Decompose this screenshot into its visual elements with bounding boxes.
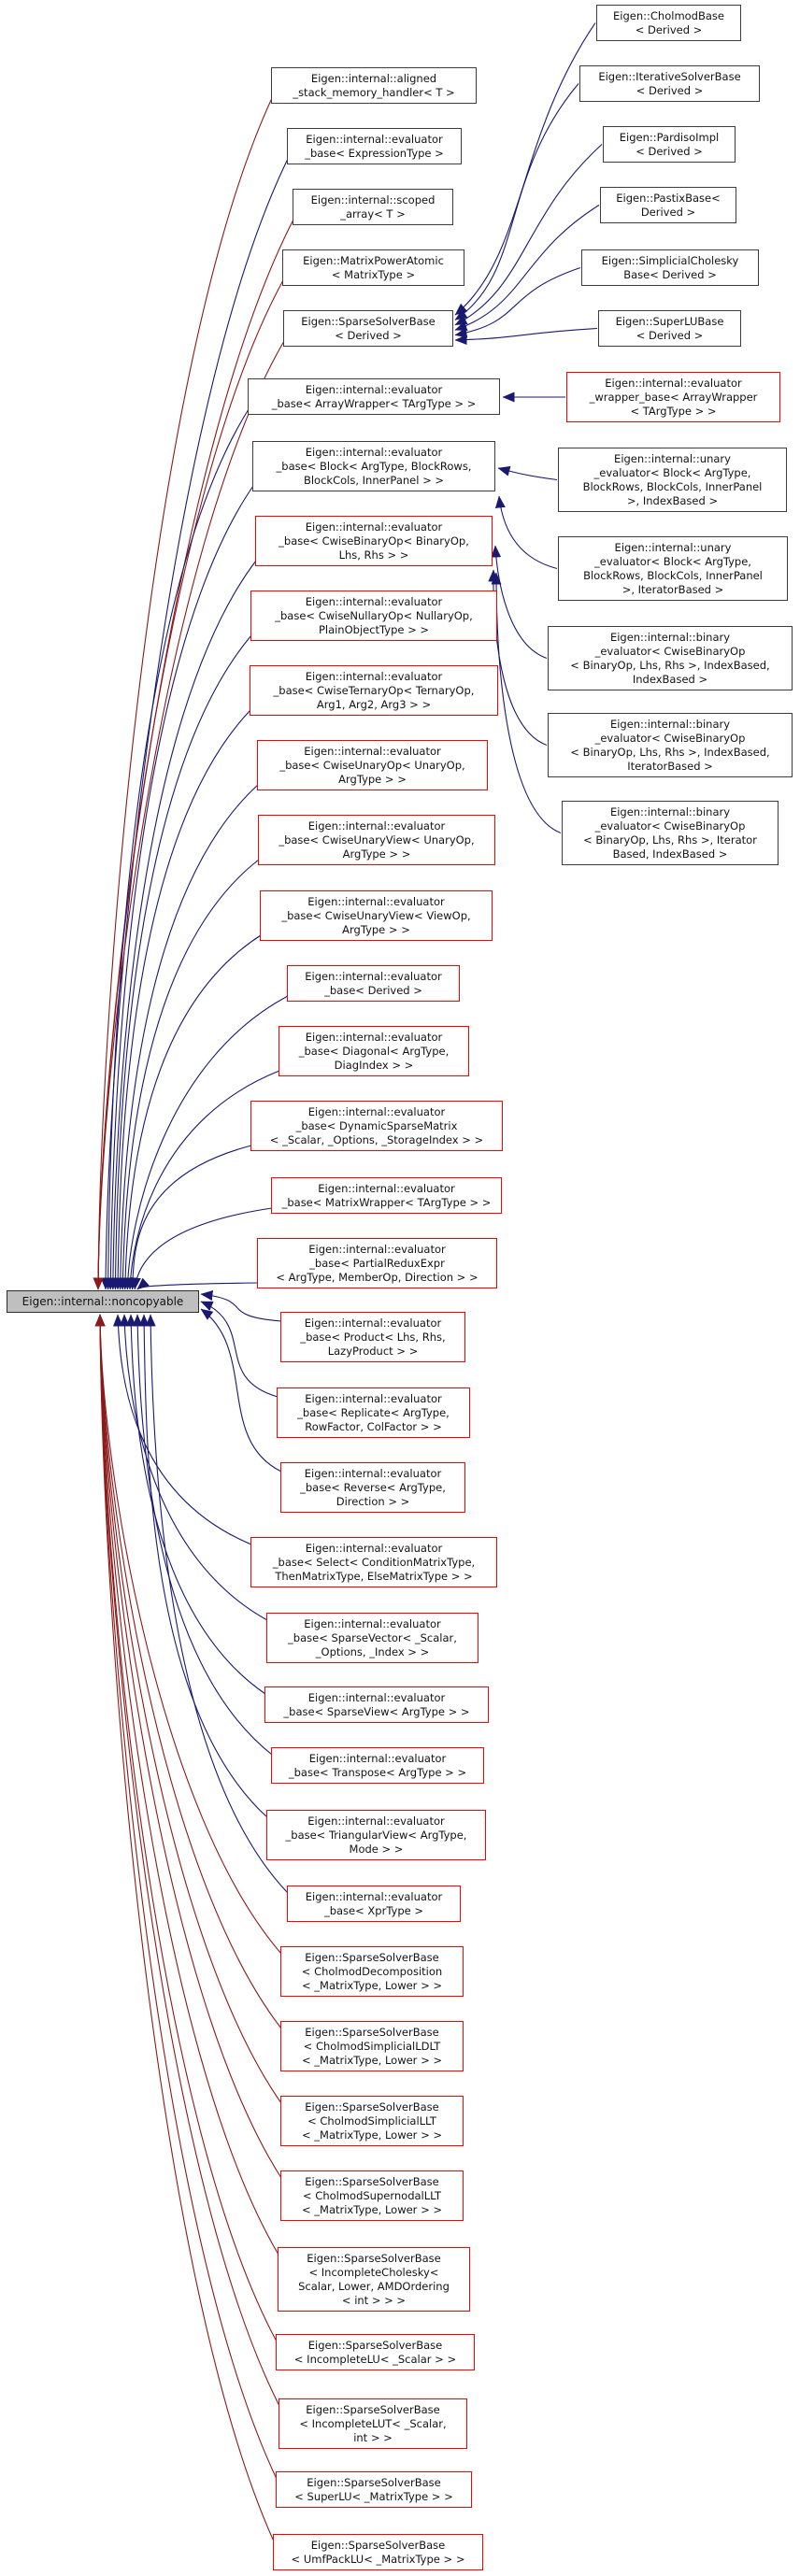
- class-node-binary_evaluator_iit[interactable]: [548, 713, 793, 777]
- class-label-line: < Derived >: [636, 145, 703, 158]
- class-label-line: _base< CwiseUnaryView< UnaryOp,: [279, 833, 475, 847]
- class-label-line: _evaluator< CwiseBinaryOp: [594, 732, 746, 745]
- class-label-line: Eigen::internal::evaluator: [304, 1316, 442, 1330]
- class-label-line: Eigen::MatrixPowerAtomic: [303, 254, 444, 267]
- edge-simplicialcholeskybase-to-sparsesolverbase_derived: [455, 268, 580, 335]
- class-label-line: < _MatrixType, Lower > >: [301, 2128, 442, 2142]
- class-label-line: Eigen::internal::evaluator: [304, 1467, 442, 1480]
- edge-eb_dynamicsparsematrix-to-noncopyable: [133, 1146, 251, 1289]
- class-label-line: ThenMatrixType, ElseMatrixType > >: [275, 1570, 473, 1583]
- class-label-line: Mode > >: [349, 1843, 404, 1856]
- class-label-line: _base< CwiseUnaryView< ViewOp,: [281, 909, 471, 922]
- class-node-eb_arraywrapper[interactable]: [248, 378, 500, 415]
- class-node-eb_cwisenullaryop: [250, 591, 497, 641]
- edge-eb_partialreduxexpr-to-noncopyable: [137, 1283, 258, 1289]
- class-node-simplicialcholeskybase[interactable]: [581, 249, 759, 286]
- class-label-line: _base< CwiseNullaryOp< NullaryOp,: [275, 609, 473, 622]
- class-label-line: >, IndexBased >: [626, 494, 719, 507]
- class-label-line: _base< CwiseBinaryOp< BinaryOp,: [279, 534, 469, 548]
- class-node-noncopyable: [7, 1290, 199, 1313]
- class-label-line: Lhs, Rhs > >: [338, 548, 409, 562]
- class-node-eb_sparsevector: [266, 1613, 479, 1663]
- class-label-line: Based, IndexBased >: [612, 847, 728, 861]
- class-label-line: Eigen::internal::evaluator: [305, 1392, 442, 1405]
- edge-ssb_superlu-to-noncopyable: [100, 1315, 277, 2479]
- class-node-eb_select: [250, 1537, 497, 1587]
- class-label-line: _base< ExpressionType >: [305, 147, 444, 160]
- class-label-line: < TArgType > >: [630, 405, 717, 418]
- edge-eb_matrixwrapper-to-noncopyable: [135, 1208, 272, 1289]
- class-node-ssb_cholmodsimplicialllt: [280, 2096, 464, 2146]
- class-label-line: Eigen::internal::evaluator: [318, 1182, 455, 1195]
- class-label-line: Eigen::SparseSolverBase: [306, 2403, 440, 2416]
- class-label-line: _array< T >: [340, 207, 406, 221]
- class-label-line: Base< Derived >: [623, 268, 717, 281]
- class-label-line: Eigen::internal::evaluator: [305, 383, 443, 396]
- class-label-line: Eigen::internal::binary: [609, 631, 731, 644]
- class-label-line: Eigen::PastixBase<: [616, 192, 721, 205]
- class-node-cholmodbase[interactable]: [596, 5, 741, 41]
- edge-ssb_cholmodsimplicialllt-to-noncopyable: [100, 1315, 281, 2103]
- class-label-line: Eigen::internal::evaluator: [305, 1542, 443, 1555]
- class-node-eb_product: [280, 1312, 465, 1362]
- class-label-line: Eigen::SimplicialCholesky: [601, 254, 739, 267]
- edge-eb_transpose-to-noncopyable: [137, 1315, 272, 1755]
- class-label-line: BlockCols, InnerPanel > >: [303, 474, 445, 487]
- class-label-line: < MatrixType >: [331, 268, 416, 281]
- class-node-eb_cwiseunaryop: [257, 740, 488, 790]
- class-label-line: < _MatrixType, Lower > >: [301, 2054, 442, 2067]
- class-label-line: _base< TriangularView< ArgType,: [285, 1829, 467, 1842]
- edge-binary_evaluator_ii-to-eb_cwisebinaryop: [495, 546, 547, 659]
- class-label-line: < ArgType, MemberOp, Direction > >: [276, 1271, 479, 1284]
- class-label-line: Eigen::internal::unary: [614, 541, 732, 554]
- class-node-pastixbase[interactable]: [600, 187, 736, 223]
- class-label-line: _base< DynamicSparseMatrix: [295, 1119, 458, 1132]
- class-label-line: Eigen::internal::evaluator: [307, 1691, 446, 1704]
- class-node-evaluator_base_expressiontype[interactable]: [287, 128, 462, 164]
- class-label-line: _base< Reverse< ArgType,: [300, 1481, 446, 1494]
- class-node-ssb_incompletecholesky: [278, 2247, 470, 2312]
- class-node-eb_triangularview: [266, 1810, 486, 1860]
- class-node-sparsesolverbase_derived[interactable]: [283, 310, 453, 347]
- class-node-unary_evaluator_indexbased[interactable]: [558, 448, 787, 512]
- class-label-line: Eigen::internal::evaluator: [306, 133, 443, 146]
- class-node-matrixpoweratomic[interactable]: [282, 249, 464, 286]
- class-node-aligned_stack_memory_handler[interactable]: [271, 67, 477, 104]
- class-label-line: ArgType > >: [342, 847, 411, 861]
- class-label-line: Eigen::internal::evaluator: [305, 670, 443, 683]
- class-label-line: BlockRows, BlockCols, InnerPanel: [582, 480, 763, 493]
- class-label-line: Eigen::PardisoImpl: [619, 131, 720, 144]
- edge-binary_evaluator_ti-to-eb_cwisebinaryop: [496, 573, 561, 833]
- edge-eb_reverse-to-noncopyable: [201, 1309, 281, 1472]
- edge-eb_cwiseunaryop-to-noncopyable: [121, 785, 258, 1289]
- class-label-line: Eigen::SparseSolverBase: [305, 1951, 439, 1964]
- class-label-line: < CholmodSimplicialLDLT: [303, 2040, 441, 2053]
- class-label-line: Eigen::SparseSolverBase: [307, 2339, 443, 2352]
- class-node-eb_partialreduxexpr: [257, 1238, 497, 1288]
- class-label-line: < _MatrixType, Lower > >: [301, 2203, 442, 2216]
- edge-eb_sparsevector-to-noncopyable: [124, 1315, 267, 1620]
- class-node-eb_cwiseunaryview_viewop: [260, 890, 493, 941]
- edge-eb_arraywrapper-to-noncopyable: [108, 409, 249, 1289]
- class-label-line: Eigen::internal::evaluator: [304, 1617, 441, 1630]
- class-label-line: Arg1, Arg2, Arg3 > >: [316, 698, 432, 711]
- class-node-pardisoimpl[interactable]: [603, 126, 736, 163]
- edge-eb_replicate-to-noncopyable: [201, 1302, 278, 1397]
- class-label-line: < Derived >: [636, 329, 704, 342]
- class-label-line: _base< CwiseUnaryOp< UnaryOp,: [279, 759, 465, 772]
- class-label-line: DiagIndex > >: [334, 1059, 414, 1072]
- class-node-superlubase[interactable]: [598, 310, 741, 347]
- class-node-ssb_umfpacklu: [273, 2534, 483, 2570]
- class-label-line: Eigen::internal::unary: [614, 452, 731, 465]
- class-label-line: Eigen::SparseSolverBase: [307, 2252, 441, 2265]
- class-label-line: _base< Diagonal< ArgType,: [298, 1045, 450, 1058]
- class-node-eb_cwiseternaryop: [250, 665, 498, 716]
- class-label-line: Eigen::internal::binary: [609, 718, 731, 731]
- class-node-scoped_array[interactable]: [293, 189, 453, 225]
- class-label-line: < CholmodSupernodalLLT: [303, 2189, 441, 2202]
- class-label-line: >, IteratorBased >: [621, 583, 724, 596]
- class-label-line: _base< CwiseTernaryOp< TernaryOp,: [273, 684, 475, 697]
- edge-ssb_cholmodsupernodalllt-to-noncopyable: [100, 1315, 281, 2178]
- class-label-line: < IncompleteLUT< _Scalar,: [299, 2417, 447, 2430]
- class-label-line: Eigen::internal::evaluator: [304, 745, 441, 758]
- class-label-line: Eigen::internal::evaluator: [305, 595, 443, 608]
- class-label-line: _stack_memory_handler< T >: [293, 86, 455, 99]
- class-node-ssb_incompletelu: [276, 2334, 475, 2370]
- class-label-line: Eigen::internal::scoped: [310, 193, 436, 206]
- class-label-line: _base< SparseView< ArgType > >: [283, 1705, 470, 1718]
- class-node-eb_cwisebinaryop: [255, 516, 493, 566]
- class-label-line: Eigen::SuperLUBase: [615, 315, 724, 328]
- class-label-line: _wrapper_base< ArrayWrapper: [589, 391, 758, 404]
- class-node-eb_sparseview: [264, 1686, 489, 1723]
- class-node-eb_cwiseunaryview_unaryop: [258, 815, 495, 865]
- edge-eb_sparseview-to-noncopyable: [131, 1315, 265, 1694]
- class-node-ssb_incompletelut: [279, 2398, 467, 2449]
- class-label-line: < CholmodDecomposition: [301, 1965, 443, 1978]
- class-label-line: < Derived >: [335, 329, 402, 342]
- class-label-line: < SuperLU< _MatrixType > >: [294, 2490, 453, 2503]
- edge-eb_block-to-noncopyable: [110, 486, 253, 1289]
- class-label-line: Eigen::internal::evaluator: [305, 520, 443, 534]
- edge-eb_cwiseunaryview_viewop-to-noncopyable: [125, 935, 261, 1289]
- class-label-line: Eigen::internal::evaluator: [305, 1890, 443, 1903]
- edge-ssb_cholmoddecomposition-to-noncopyable: [100, 1315, 281, 1954]
- class-label-line: Eigen::IterativeSolverBase: [598, 70, 741, 83]
- class-node-eb_matrixwrapper: [271, 1177, 502, 1214]
- edge-eb_xprtype-to-noncopyable: [150, 1315, 288, 1893]
- class-label-line: _base< PartialReduxExpr: [309, 1257, 445, 1270]
- class-label-line: < BinaryOp, Lhs, Rhs >, IndexBased,: [570, 659, 770, 672]
- class-label-line: Eigen::internal::evaluator: [307, 819, 446, 833]
- class-label-line: Eigen::SparseSolverBase: [301, 315, 436, 328]
- class-label-line: < IncompleteLU< _Scalar > >: [293, 2353, 457, 2366]
- class-label-line: < UmfPackLU< _MatrixType > >: [291, 2553, 465, 2566]
- edge-unary_evaluator_iteratorbased-to-eb_block: [499, 496, 557, 569]
- class-label-line: Eigen::internal::evaluator: [605, 377, 742, 390]
- class-label-line: Eigen::internal::evaluator: [305, 970, 442, 983]
- class-label-line: int > >: [353, 2431, 393, 2444]
- edge-ssb_incompletelu-to-noncopyable: [100, 1315, 277, 2341]
- class-label-line: Eigen::SparseSolverBase: [310, 2539, 446, 2552]
- class-label-line: < BinaryOp, Lhs, Rhs >, IndexBased,: [570, 746, 770, 759]
- class-label-line: Eigen::SparseSolverBase: [305, 2100, 439, 2113]
- edge-ssb_incompletelut-to-noncopyable: [100, 1315, 279, 2406]
- class-label-line: < Derived >: [636, 84, 704, 97]
- class-label-line: Eigen::internal::noncopyable: [21, 1295, 184, 1308]
- class-label-line: _base< Select< ConditionMatrixType,: [272, 1556, 476, 1569]
- class-label-line: _evaluator< Block< ArgType,: [594, 555, 751, 568]
- class-label-line: Eigen::internal::evaluator: [307, 1815, 445, 1828]
- class-node-ssb_cholmodsupernodalllt: [280, 2170, 464, 2221]
- class-label-line: _base< Product< Lhs, Rhs,: [300, 1331, 446, 1344]
- class-node-binary_evaluator_ii[interactable]: [548, 626, 793, 690]
- class-label-line: _evaluator< Block< ArgType,: [593, 466, 751, 479]
- class-label-line: LazyProduct > >: [327, 1345, 419, 1358]
- class-label-line: PlainObjectType > >: [318, 623, 430, 636]
- class-label-line: Scalar, Lower, AMDOrdering: [298, 2280, 450, 2293]
- class-label-line: _base< Replicate< ArgType,: [297, 1406, 450, 1419]
- class-node-eb_reverse: [280, 1462, 465, 1513]
- class-label-line: ArgType > >: [338, 773, 407, 786]
- class-node-eb_replicate: [277, 1388, 470, 1438]
- class-label-line: < BinaryOp, Lhs, Rhs >, Iterator: [583, 833, 757, 847]
- edge-ssb_cholmodsimplicialldlt-to-noncopyable: [100, 1315, 281, 2028]
- class-label-line: Eigen::CholmodBase: [613, 9, 724, 22]
- class-node-eb_block[interactable]: [252, 441, 495, 491]
- class-label-line: _base< SparseVector< _Scalar,: [288, 1631, 457, 1644]
- edge-aligned_stack_memory_handler-to-noncopyable: [98, 98, 272, 1289]
- class-label-line: Eigen::SparseSolverBase: [305, 2026, 439, 2039]
- class-label-line: _base< Block< ArgType, BlockRows,: [276, 460, 472, 473]
- class-node-unary_evaluator_iteratorbased[interactable]: [558, 536, 788, 601]
- edge-unary_evaluator_indexbased-to-eb_block: [498, 468, 557, 480]
- class-label-line: _evaluator< CwiseBinaryOp: [594, 645, 746, 658]
- class-label-line: < _MatrixType, Lower > >: [301, 1979, 442, 1992]
- class-label-line: IteratorBased >: [627, 760, 713, 773]
- edge-binary_evaluator_iit-to-eb_cwisebinaryop: [493, 570, 547, 746]
- class-label-line: BlockRows, BlockCols, InnerPanel: [583, 569, 763, 582]
- class-label-line: _base< Transpose< ArgType > >: [288, 1766, 467, 1779]
- class-label-line: Eigen::internal::evaluator: [307, 895, 445, 908]
- class-label-line: _base< Derived >: [324, 984, 422, 997]
- class-label-line: _Options, _Index > >: [315, 1645, 430, 1658]
- class-label-line: Eigen::internal::binary: [609, 805, 731, 818]
- class-label-line: < CholmodSimplicialLLT: [307, 2114, 436, 2128]
- class-label-line: _evaluator< CwiseBinaryOp: [594, 819, 746, 833]
- class-label-line: < int > > >: [341, 2294, 407, 2307]
- edge-ssb_umfpacklu-to-noncopyable: [100, 1315, 274, 2541]
- class-node-evaluator_wrapper_base: [566, 372, 780, 422]
- class-label-line: Eigen::internal::evaluator: [308, 1752, 447, 1765]
- class-label-line: Eigen::internal::evaluator: [308, 1243, 446, 1256]
- class-label-line: < _Scalar, _Options, _StorageIndex > >: [269, 1133, 484, 1146]
- class-node-eb_diagonal: [279, 1026, 469, 1076]
- class-node-eb_dynamicsparsematrix: [250, 1101, 503, 1151]
- edge-eb_cwisebinaryop-to-noncopyable: [113, 561, 256, 1289]
- class-node-binary_evaluator_ti[interactable]: [562, 801, 779, 865]
- class-label-line: Eigen::SparseSolverBase: [305, 2175, 439, 2188]
- class-label-line: IndexBased >: [632, 673, 708, 686]
- class-node-eb_transpose: [271, 1747, 484, 1784]
- class-node-eb_derived: [287, 965, 460, 1002]
- class-node-ssb_superlu: [276, 2471, 472, 2508]
- class-label-line: Eigen::internal::evaluator: [307, 1105, 446, 1118]
- class-label-line: Eigen::internal::evaluator: [305, 1031, 443, 1044]
- class-label-line: Eigen::internal::evaluator: [305, 446, 443, 459]
- class-label-line: Eigen::SparseSolverBase: [307, 2476, 441, 2489]
- class-label-line: ArgType > >: [342, 923, 410, 936]
- class-label-line: Eigen::internal::aligned: [310, 72, 437, 85]
- edge-eb_cwiseternaryop-to-noncopyable: [118, 710, 250, 1289]
- class-label-line: < IncompleteCholesky<: [308, 2266, 439, 2279]
- class-label-line: Derived >: [640, 206, 696, 219]
- class-node-eb_xprtype: [287, 1886, 461, 1922]
- class-node-ssb_cholmodsimplicialldlt: [280, 2021, 464, 2071]
- class-label-line: RowFactor, ColFactor > >: [305, 1420, 442, 1433]
- class-label-line: _base< MatrixWrapper< TArgType > >: [281, 1196, 492, 1209]
- class-node-iterativesolverbase[interactable]: [579, 65, 760, 102]
- class-label-line: < Derived >: [635, 23, 703, 36]
- class-label-line: Direction > >: [336, 1495, 410, 1508]
- class-node-ssb_cholmoddecomposition: [280, 1946, 464, 1997]
- class-label-line: _base< XprType >: [323, 1904, 424, 1917]
- class-label-line: _base< ArrayWrapper< TArgType > >: [271, 397, 477, 410]
